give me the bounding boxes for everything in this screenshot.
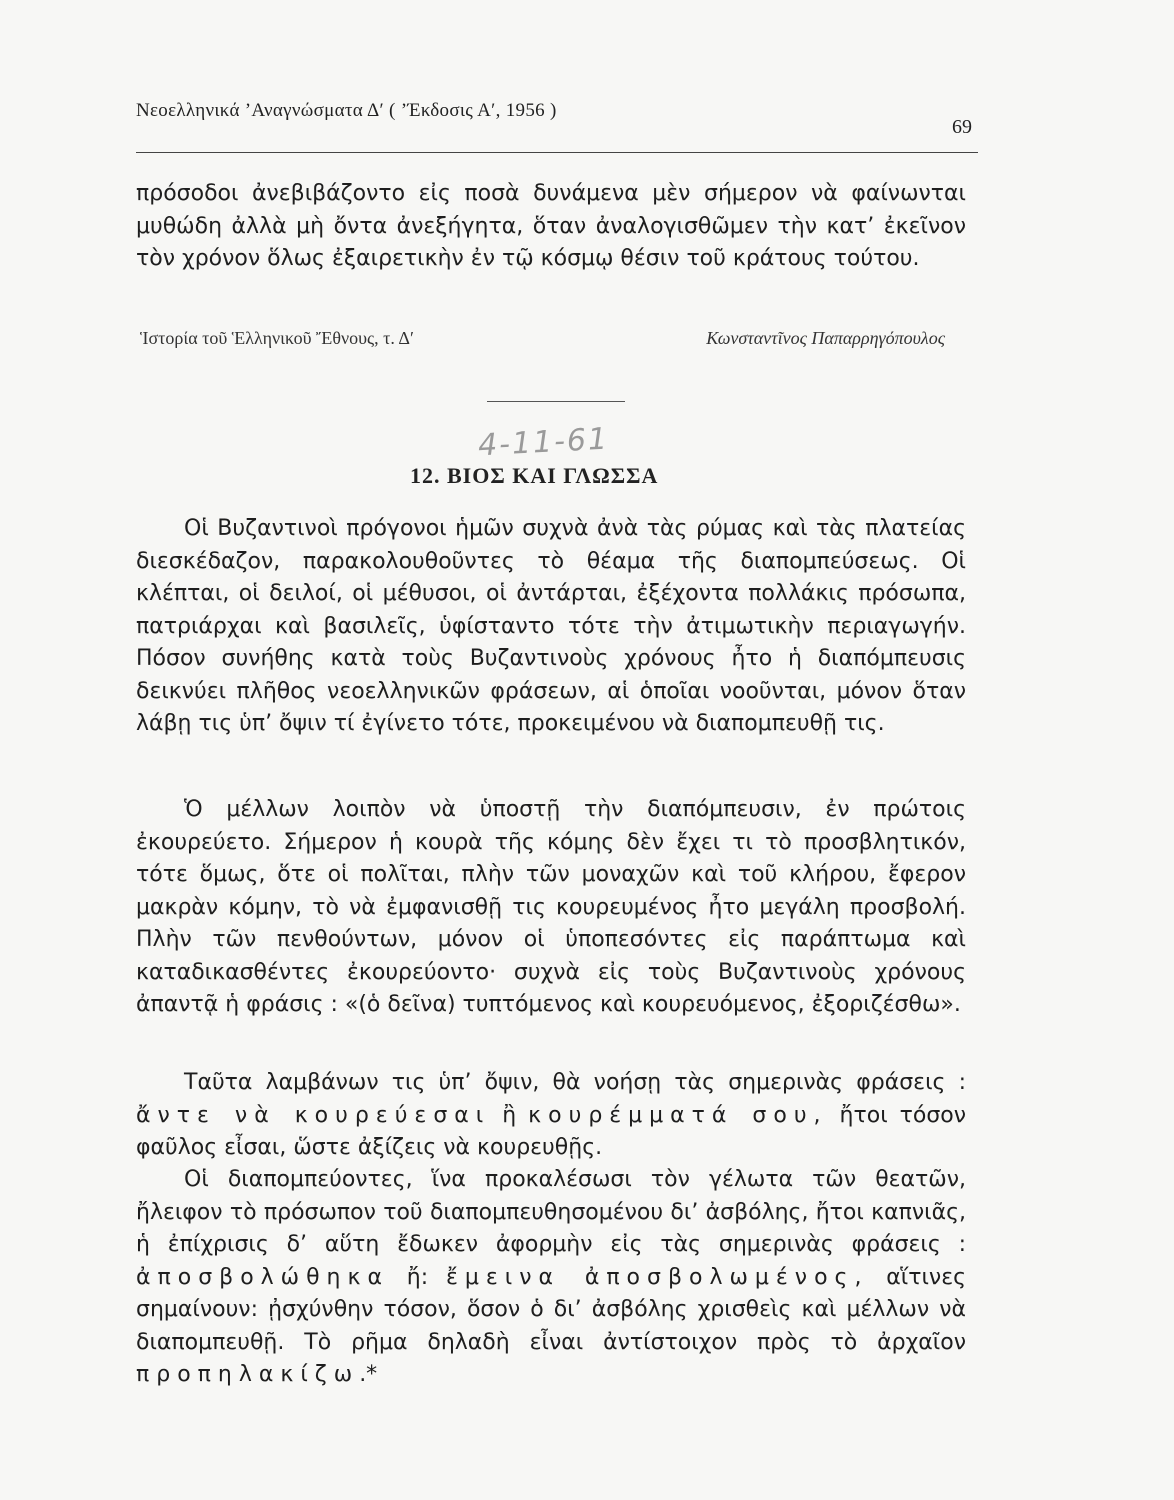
paragraph-2 [136, 794, 966, 1022]
phrase-kourevesai: ἄντε νὰ κουρεύεσαι [136, 1102, 491, 1128]
paragraph-4-cont: αἵτινες σημαίνουν: ᾐσχύνθην τόσον, ὅσον ὁ δι’ ἀσβόλης χρισθεὶς καὶ μέλλων νὰ διαπομπευθῇ. Τὸ ρῆμα δηλαδὴ εἶναι ἀντίστοιχον πρὸς τὸ ἀρχαῖον [136, 1264, 967, 1355]
paragraph-3-end: ἤτοι τόσον φαῦλος εἶσαι, ὥστε ἀξίζεις νὰ κουρευθῇς. [136, 1102, 967, 1160]
intro-paragraph: πρόσοδοι ἀνεβιβάζοντο εἰς ποσὰ δυνάμενα μὲν σήμερον νὰ φαίνωνται μυθώδη ἀλλὰ μὴ ὄντα ἀνεξήγητα, ὅταν ἀναλογισθῶμεν τὴν κατ’ ἐκεῖνον τὸν χρόνον ὅλως ἐξαιρετικὴν ἐν τῷ κόσμῳ θέσιν τοῦ κράτους τούτου. [136, 181, 966, 271]
section-divider [487, 401, 625, 402]
paragraph-4-start: Οἱ διαπομπεύοντες, ἵνα προκαλέσωσι τὸν γέλωτα τῶν θεατῶν, ἤλειφον τὸ πρόσωπον τοῦ διαπομπευθησομένου δι’ ἀσβόλης, ἤτοι καπνιᾶς, ἡ ἐπίχρισις δ’ αὕτη ἔδωκεν ἀφορμὴν εἰς τὰς σημερινὰς φράσεις : [136, 1167, 966, 1257]
source-title: Ἱστορία τοῦ Ἑλληνικοῦ Ἔθνους, τ. Δ′ [140, 328, 414, 348]
phrase-emeina-aposvolomenos: ἔμεινα ἀποσβολωμένος, [445, 1264, 869, 1290]
paragraph-2-text: Ὁ μέλλων λοιπὸν νὰ ὑποστῇ τὴν διαπόμπευσιν, ἐν πρώτοις ἐκουρεύετο. Σήμερον ἡ κουρὰ τῆς κόμης δὲν ἔχει τι τὸ προσβλητικόν, τότε ὅμως, ὅτε οἱ πολῖται, πλὴν τῶν μοναχῶν καὶ τοῦ κλήρου, ἔφερον μακρὰν κόμην, τὸ νὰ ἐμφανισθῇ τις κουρευμένος ἦτο μεγάλη προσβολή. Πλὴν τῶν πενθούντων, μόνον οἱ ὑποπεσόντες εἰς παράπτωμα καὶ καταδικασθέντες ἐκουρεύοντο· συχνὰ εἰς τοὺς Βυζαντινοὺς χρόνους ἀπαντᾷ ἡ φράσις : «(ὁ δεῖνα) τυπτόμενος καὶ κουρευόμενος, ἐξοριζέσθω». [136, 797, 966, 1017]
page-number: 69 [952, 116, 972, 138]
paragraph-4-mid: ἤ: [406, 1264, 429, 1290]
paragraph-3-start: Ταῦτα λαμβάνων τις ὑπ’ ὄψιν, θὰ νοήσῃ τὰς σημερινὰς φράσεις : [184, 1070, 966, 1095]
paragraph-1 [136, 513, 966, 741]
paragraph-1-text: Οἱ Βυζαντινοὶ πρόγονοι ἡμῶν συχνὰ ἀνὰ τὰς ρύμας καὶ τὰς πλατείας διεσκέδαζον, παρακολουθοῦντες τὸ θέαμα τῆς διαπομπεύσεως. Οἱ κλέπται, οἱ δειλοί, οἱ μέθυσοι, οἱ ἀντάρται, ἐξέχοντα πολλάκις πρόσωπα, πατριάρχαι καὶ βασιλεῖς, ὑφίσταντο τότε τὴν ἀτιμωτικὴν περιαγωγήν. Πόσον συνήθης κατὰ τοὺς Βυζαντινοὺς χρόνους ἦτο ἡ διαπόμπευσις δεικνύει πλῆθος νεοελληνικῶν φράσεων, αἱ ὁποῖαι νοοῦνται, μόνον ὅταν λάβῃ τις ὑπ’ ὄψιν τί ἐγίνετο τότε, προκειμένου νὰ διαπομπευθῇ τις. [136, 516, 966, 736]
paragraph-3-mid: ἢ [502, 1102, 517, 1128]
header-title: Νεοελληνικά ’Αναγνώσματα Δ′ ( ’Έκδοσις Α′, 1956 ) [136, 100, 557, 121]
handwritten-date-annotation: 4-11-61 [477, 421, 610, 464]
phrase-kouremmata: κουρέμματά σου, [528, 1102, 828, 1128]
paragraph-4 [136, 1164, 966, 1392]
phrase-propilakizo: προπηλακίζω [136, 1362, 360, 1387]
paragraph-3 [136, 1067, 966, 1165]
running-header [136, 100, 978, 153]
source-citation [140, 328, 960, 358]
phrase-aposvolothika: ἀποσβολώθηκα [136, 1264, 389, 1290]
footnote-mark: .* [359, 1362, 378, 1387]
source-author: Κωνσταντῖνος Παπαρρηγόπουλος [706, 328, 945, 348]
section-heading: 12. ΒΙΟΣ ΚΑΙ ΓΛΩΣΣΑ [410, 463, 659, 488]
